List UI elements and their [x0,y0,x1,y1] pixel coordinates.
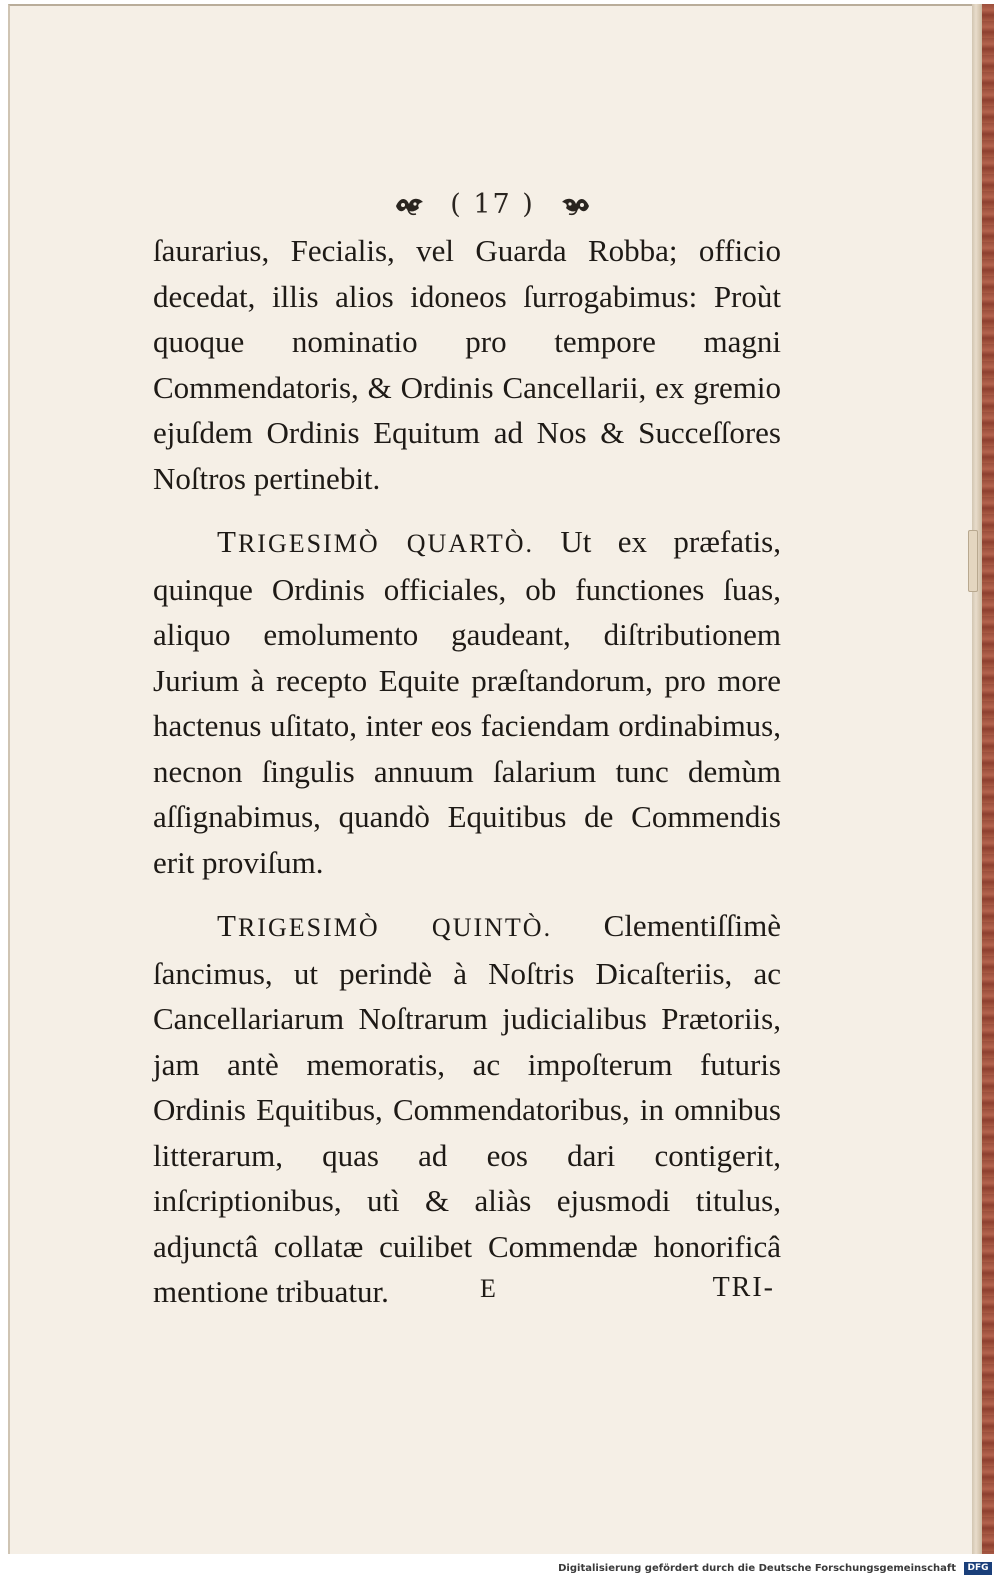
main-text-block [153,228,781,1315]
continuation-paragraph: ſaurarius, Fecialis, vel Guarda Robba; officio decedat, illis alios idoneos ſurrogabimus: Proùt quoque nominatio pro tempore magni Commendatoris, & Ordinis Cancellarii, ex gremio ejuſdem Ordinis Equitum ad Nos & Succeſſores Noſtros pertinebit. [153,233,781,496]
paragraph-trigesimo-quinto [153,903,781,1315]
paragraph-text: Ut ex præfatis, quinque Ordinis officiales, ob functiones ſuas, aliquo emolumento gaudeant, diſtributionem Jurium à recepto Equite præſtandorum, pro more hactenus uſitato, inter eos faciendam ordinabimus, necnon ſingulis annuum ſalarium tunc demùm aſſignabimus, quandò Equitibus de Commendis erit proviſum. [153,524,781,880]
digitization-footer [0,1556,1000,1581]
paragraph-trigesimo-quarto [153,519,781,885]
signature-mark: E [480,1274,497,1303]
page-header [10,189,975,220]
section-heading: TRIGESIMÒ QUINTÒ. [217,908,553,943]
catchword: TRI- [712,1272,775,1303]
paragraph-text: Clementiſſimè ſancimus, ut perindè à Noſtris Dicaſteriis, ac Cancellariarum Noſtrarum judicialibus Prætoriis, jam antè memoratis, ac impoſterum futuris Ordinis Equitibus, Commendatoribus, in omnibus litterarum, quas ad eos dari contigerit, inſcriptionibus, utì & aliàs ejusmodi titulus, adjunctâ collatæ cuilibet Commendæ honorificâ mentione tribuatur. [153,908,781,1309]
page-edge [972,4,982,1554]
page-number: ( 17 ) [450,189,535,220]
fleuron-ornament-icon [394,195,426,217]
book-binding-edge [982,4,994,1554]
fleuron-ornament-icon [559,195,591,217]
digitization-notice: Digitalisierung gefördert durch die Deutsche Forschungsgemeinschaft [558,1563,956,1574]
page-tab-marker [968,530,978,592]
page-footer-line [153,1268,781,1314]
dfg-logo: DFG [964,1562,992,1575]
section-heading: TRIGESIMÒ QUARTÒ. [217,524,534,559]
paper-page [8,4,973,1554]
